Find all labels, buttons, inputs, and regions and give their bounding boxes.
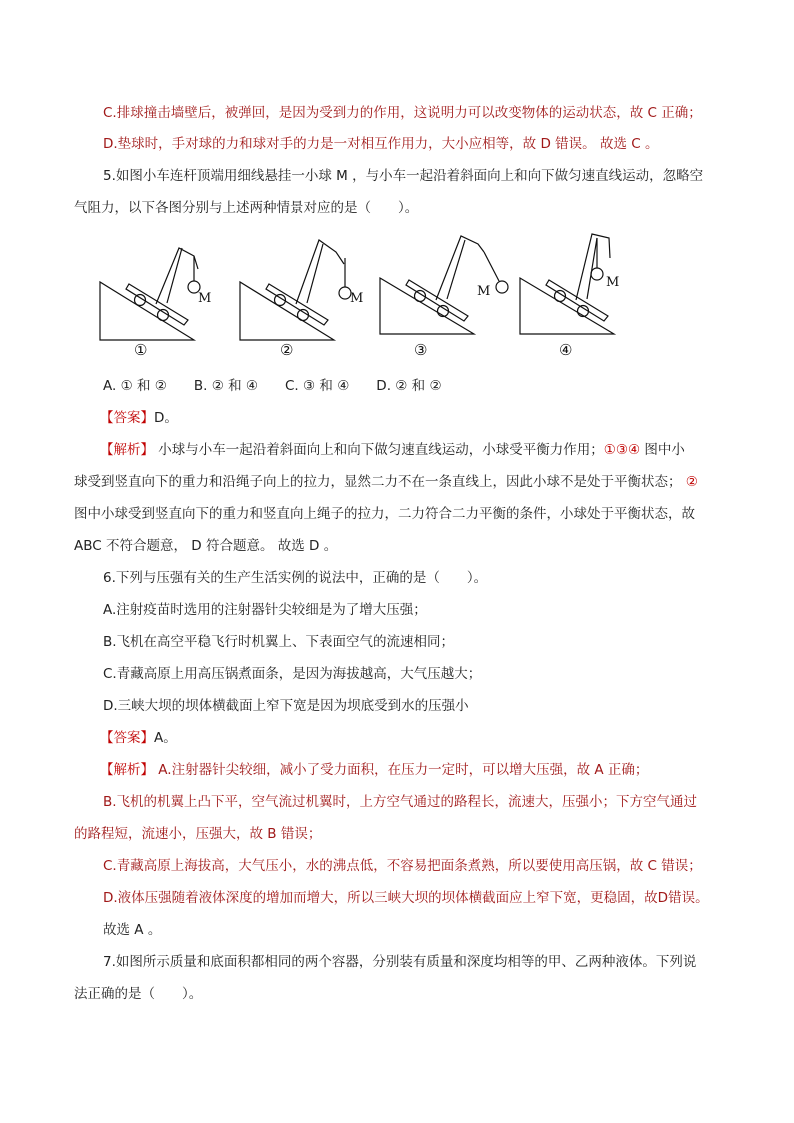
option-d: D.三峡大坝的坝体横截面上窄下宽是因为坝底受到水的压强小: [103, 698, 469, 714]
figure-label: ④: [559, 341, 573, 359]
analysis-5-line1: [100, 440, 685, 460]
incline-cart-figure: [90, 228, 650, 366]
analysis-6-line2: B.飞机的机翼上凸下平，空气流过机翼时，上方空气通过的路程长，流速大，压强小；下方空气通过: [103, 794, 698, 810]
figure-label: ②: [280, 341, 294, 359]
analysis-text: 小球与小车一起沿着斜面向上和向下做匀速直线运动，小球受平衡力作用；: [154, 442, 604, 458]
answer-value: D。: [154, 410, 178, 426]
analysis-text: 球受到竖直向下的重力和沿绳子向上的拉力，显然二力不在一条直线上，因此小球不是处于平衡状态；: [74, 474, 682, 490]
figure-4: [520, 234, 614, 334]
analysis-text: A.注射器针尖较细，减小了受力面积，在压力一定时，可以增大压强，故 A 正确；: [154, 762, 649, 778]
question-6: 6.下列与压强有关的生产生活实例的说法中，正确的是（ ）。: [103, 570, 488, 586]
analysis-highlight: ①③④: [603, 442, 641, 458]
figure-2: [240, 240, 351, 340]
analysis-5-line3: 图中小球受到竖直向下的重力和竖直向上绳子的拉力，二力符合二力平衡的条件，小球处于平衡状态，故: [74, 506, 695, 522]
analysis-6-line3: 的路程短，流速小，压强大，故 B 错误；: [74, 826, 322, 842]
option-a: A.注射疫苗时选用的注射器针尖较细是为了增大压强；: [103, 602, 427, 618]
analysis-tag: 【解析】: [100, 762, 154, 778]
analysis-6-line5: D.液体压强随着液体深度的增加而增大，所以三峡大坝的坝体横截面应上窄下宽，更稳固，故D错误。: [103, 890, 709, 906]
answer-value: A。: [154, 730, 177, 746]
figure-label: ③: [414, 341, 428, 359]
question-7: 7.如图所示质量和底面积都相同的两个容器，分别装有质量和深度均相等的甲、乙两种液体。下列说: [103, 954, 697, 970]
analysis-highlight: ②: [681, 474, 698, 490]
ball-label: M: [477, 284, 491, 299]
answer-5: [100, 408, 178, 428]
answer-tag: 【答案】: [100, 730, 154, 746]
ball-label: M: [350, 291, 364, 306]
text-line: C.排球撞击墙壁后，被弹回，是因为受到力的作用，这说明力可以改变物体的运动状态，故 C 正确；: [103, 105, 702, 121]
option-b: B.飞机在高空平稳飞行时机翼上、下表面空气的流速相同；: [103, 634, 455, 650]
ball-label: M: [198, 291, 212, 306]
option-c: C.青藏高原上用高压锅煮面条，是因为海拔越高，大气压越大；: [103, 666, 482, 682]
analysis-tag: 【解析】: [100, 442, 154, 458]
answer-6: [100, 728, 177, 748]
text-line: D.垫球时，手对球的力和球对手的力是一对相互作用力，大小应相等，故 D 错误。 故选 C 。: [103, 136, 659, 152]
analysis-6-line4: C.青藏高原上海拔高，大气压小，水的沸点低，不容易把面条煮熟，所以要使用高压锅，故 C 错误；: [103, 858, 702, 874]
question-7-cont: 法正确的是（ ）。: [74, 986, 203, 1002]
question-5-options: A. ① 和 ② B. ② 和 ④ C. ③ 和 ④ D. ② 和 ②: [103, 378, 442, 394]
analysis-6-line1: [100, 760, 648, 780]
figure-label: ①: [134, 341, 148, 359]
analysis-6-line6: 故选 A 。: [103, 922, 162, 938]
analysis-text: 图中小: [640, 442, 685, 458]
answer-tag: 【答案】: [100, 410, 154, 426]
analysis-5-line4: ABC 不符合题意， D 符合题意。 故选 D 。: [74, 538, 338, 554]
question-5: 5.如图小车连杆顶端用细线悬挂一小球 M ，与小车一起沿着斜面向上和向下做匀速直线运动，忽略空: [103, 168, 704, 184]
figure-1: [100, 248, 200, 340]
analysis-5-line2: [74, 472, 698, 492]
question-5-cont: 气阻力，以下各图分别与上述两种情景对应的是（ ）。: [74, 200, 419, 216]
ball-label: M: [606, 275, 620, 290]
